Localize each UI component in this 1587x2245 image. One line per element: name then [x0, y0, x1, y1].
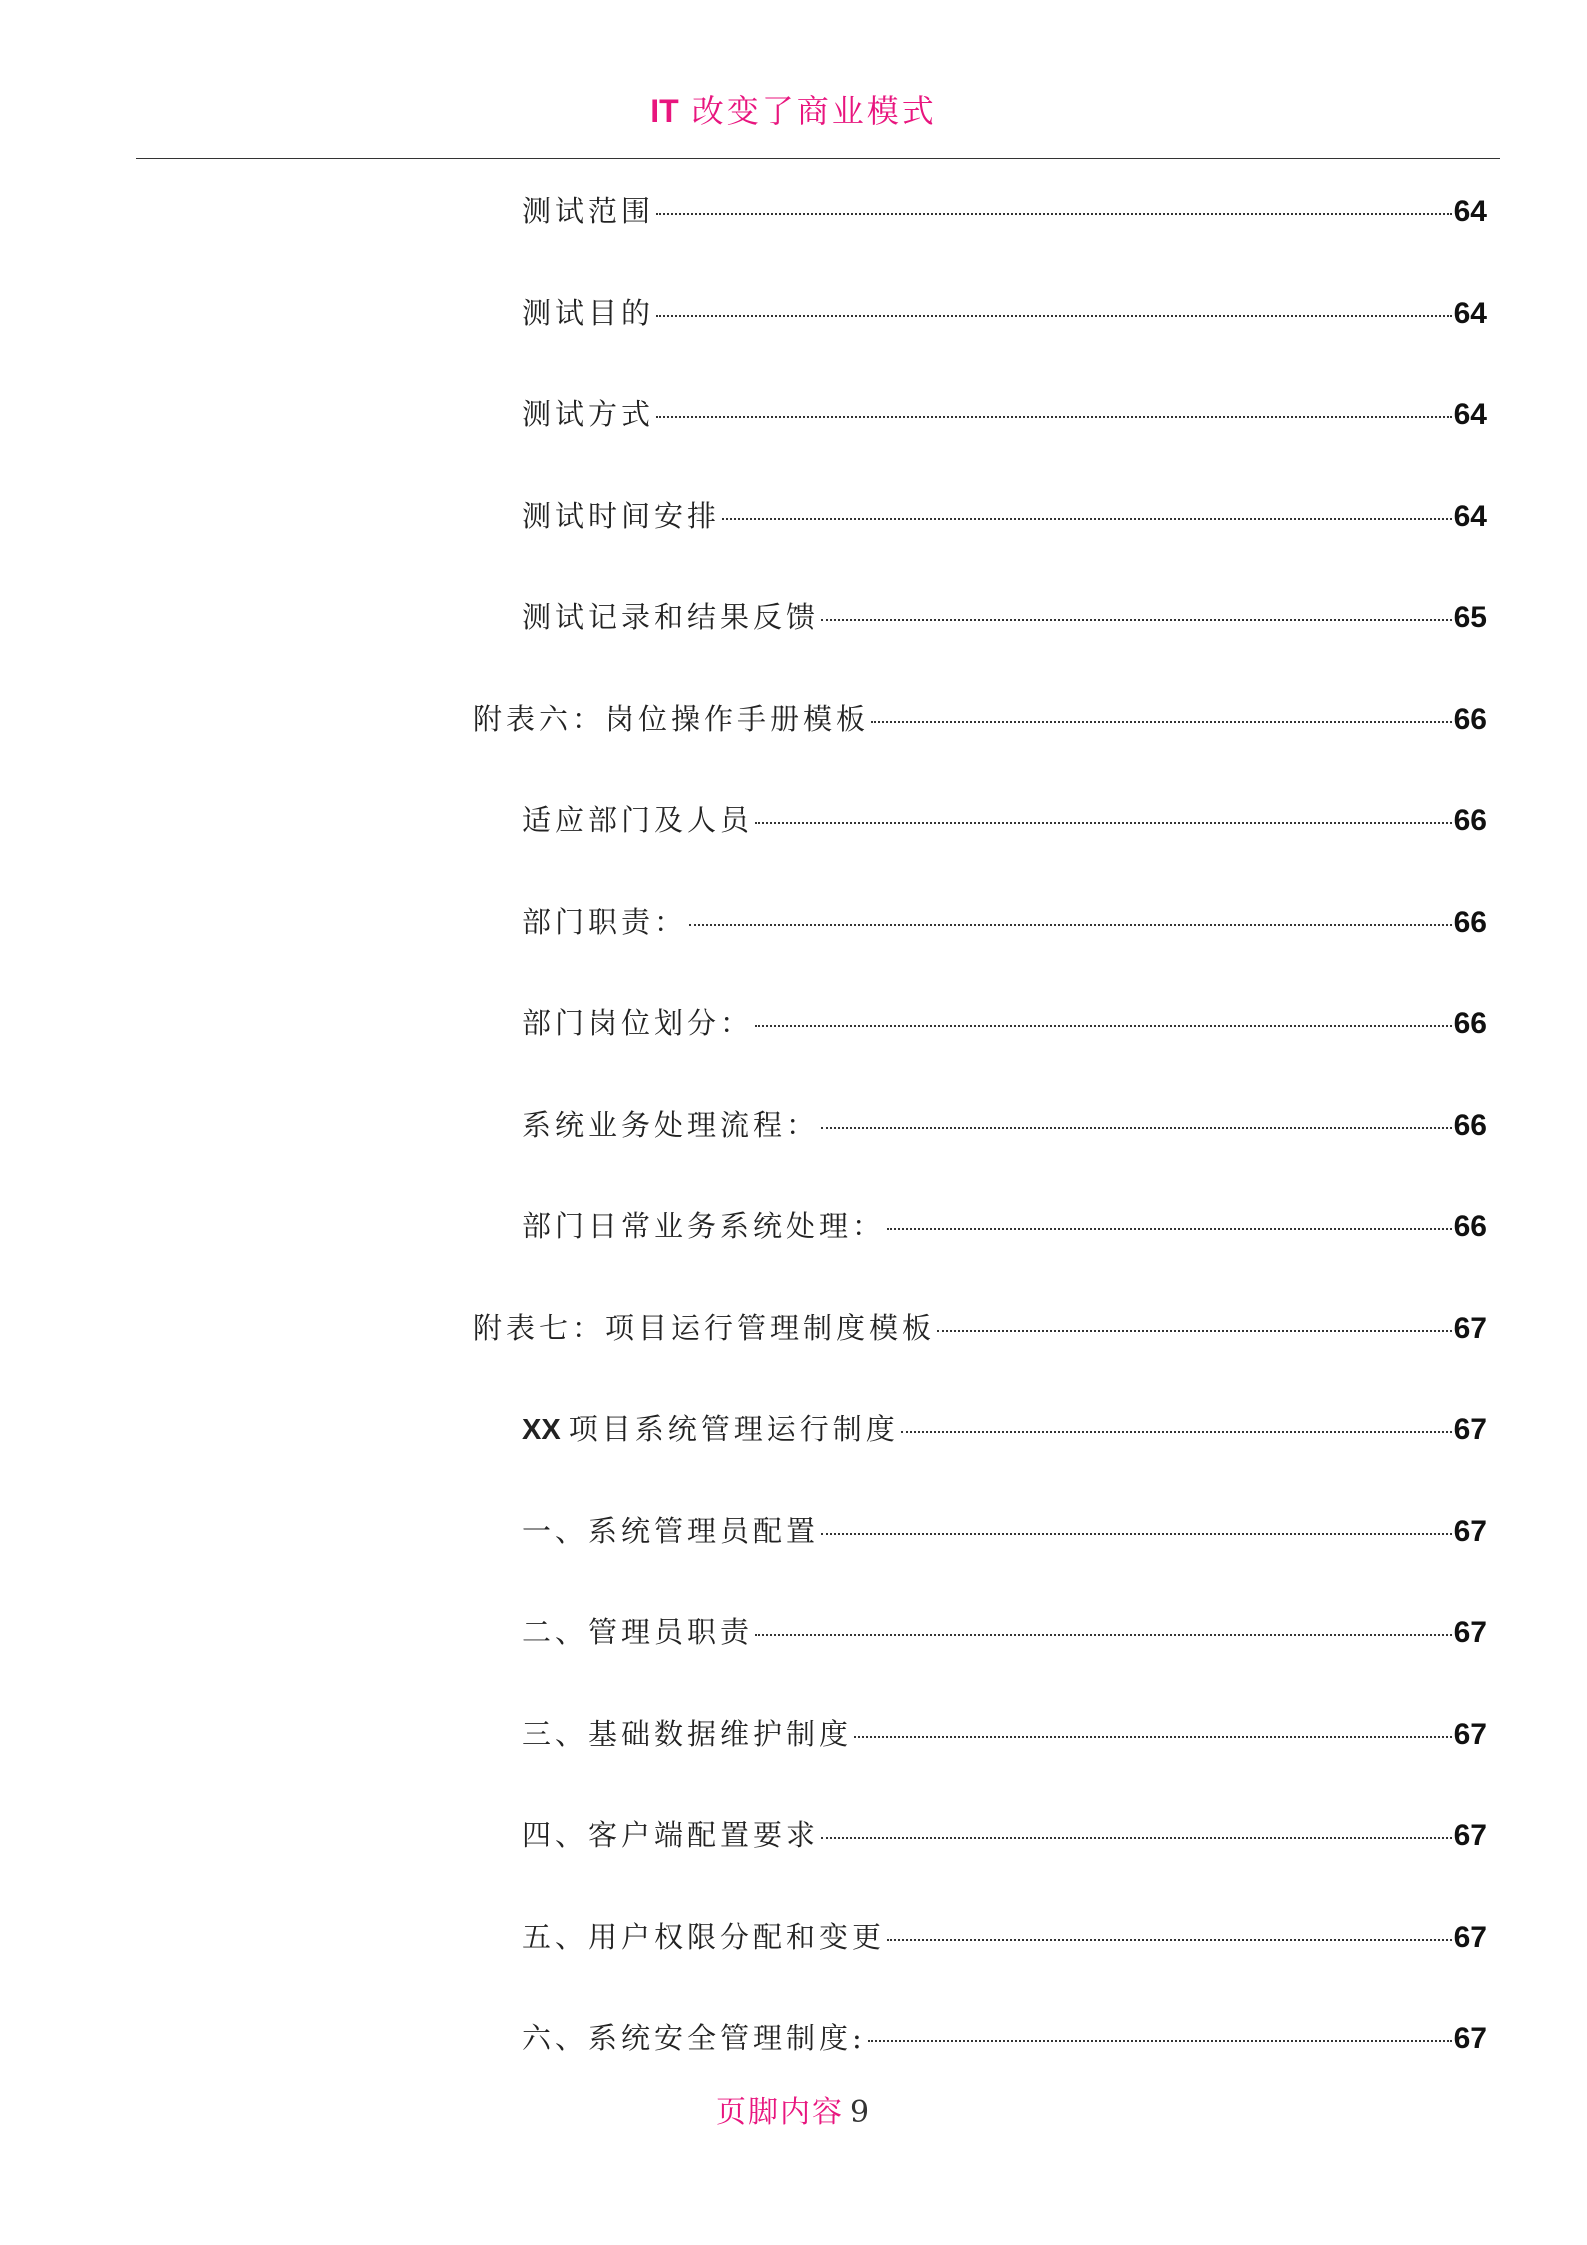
toc-entry-prefix: XX	[522, 1414, 561, 1446]
toc-page-number: 64	[1453, 500, 1487, 533]
toc-entry-label	[522, 1607, 753, 1657]
toc-entry-label	[473, 694, 869, 744]
toc-entry-label	[522, 897, 687, 947]
toc-entry-label	[522, 592, 819, 642]
toc-entry[interactable]	[522, 1607, 1487, 1657]
toc-entry-label	[522, 1709, 852, 1759]
page-header	[0, 86, 1587, 136]
toc-entry-label	[522, 1100, 819, 1150]
toc-entry-label	[522, 1404, 899, 1455]
toc-leader-dots	[755, 1025, 1452, 1027]
toc-entry[interactable]	[522, 998, 1487, 1048]
toc-entry[interactable]	[522, 897, 1487, 947]
toc-entry[interactable]	[522, 1100, 1487, 1150]
toc-page-number: 64	[1453, 398, 1487, 431]
toc-entry-text: 项目系统管理运行制度	[568, 1412, 899, 1446]
toc-leader-dots	[868, 2040, 1452, 2042]
toc-entry-text: 测试目的	[522, 296, 655, 330]
toc-page-number: 66	[1453, 804, 1487, 837]
toc-entry-label	[522, 389, 654, 439]
toc-entry[interactable]	[522, 491, 1487, 541]
toc-entry[interactable]	[473, 694, 1487, 744]
toc-page-number: 64	[1453, 195, 1487, 228]
toc-entry-text: 一、系统管理员配置	[522, 1514, 820, 1548]
toc-page-number: 66	[1453, 906, 1487, 939]
toc-entry-text: 部门日常业务系统处理：	[522, 1209, 886, 1243]
toc-page-number: 67	[1453, 1819, 1487, 1852]
toc-entry-text: 适应部门及人员	[522, 803, 754, 837]
toc-entry[interactable]	[522, 1404, 1487, 1454]
toc-page-number: 67	[1453, 1616, 1487, 1649]
footer-label: 页脚内容	[715, 2095, 844, 2130]
toc-entry[interactable]	[522, 1912, 1487, 1962]
toc-page-number: 66	[1453, 1210, 1487, 1243]
toc-page-number: 67	[1453, 1312, 1487, 1345]
toc-entry[interactable]	[522, 592, 1487, 642]
toc-entry-text: 测试记录和结果反馈	[522, 600, 820, 634]
toc-page-number: 67	[1453, 2022, 1487, 2055]
toc-entry[interactable]	[522, 1709, 1487, 1759]
toc-entry[interactable]	[522, 795, 1487, 845]
toc-leader-dots	[656, 416, 1452, 418]
toc-entry-text: 二、管理员职责	[522, 1615, 754, 1649]
toc-leader-dots	[656, 213, 1452, 215]
toc-entry[interactable]	[522, 389, 1487, 439]
toc-page-number: 66	[1453, 1109, 1487, 1142]
toc-entry[interactable]	[473, 1303, 1487, 1353]
toc-entry-text: 部门岗位划分：	[522, 1006, 754, 1040]
toc-leader-dots	[871, 721, 1452, 723]
toc-entry-label	[522, 2013, 866, 2063]
header-title-prefix: IT	[650, 93, 679, 129]
toc-entry-text: 五、用户权限分配和变更	[522, 1920, 886, 1954]
toc-entry-label	[522, 186, 654, 236]
toc-entry[interactable]	[522, 2013, 1487, 2063]
toc-leader-dots	[755, 822, 1452, 824]
toc-entry-label	[522, 1912, 885, 1962]
toc-entry-text: 六、系统安全管理制度:	[522, 2021, 866, 2055]
toc-leader-dots	[821, 1127, 1452, 1129]
toc-leader-dots	[722, 518, 1452, 520]
toc-leader-dots	[887, 1939, 1452, 1941]
toc-page-number: 67	[1453, 1921, 1487, 1954]
toc-entry-text: 测试范围	[522, 194, 655, 228]
toc-entry-label	[522, 795, 753, 845]
toc-entry-text: 附表六：岗位操作手册模板	[473, 702, 870, 736]
toc-entry-text: 部门职责：	[522, 905, 688, 939]
header-divider	[136, 158, 1500, 159]
footer-page-number: 9	[849, 2095, 872, 2130]
toc-leader-dots	[821, 1533, 1452, 1535]
toc-page-number: 67	[1453, 1718, 1487, 1751]
toc-page-number: 67	[1453, 1413, 1487, 1446]
toc-entry[interactable]	[522, 1201, 1487, 1251]
toc-entry-label	[522, 1810, 819, 1860]
toc-entry-label	[522, 1201, 885, 1251]
toc-entry-label	[522, 998, 753, 1048]
toc-leader-dots	[937, 1330, 1452, 1332]
toc-entry-text: 四、客户端配置要求	[522, 1818, 820, 1852]
toc-leader-dots	[821, 619, 1452, 621]
toc-entry-text: 测试时间安排	[522, 499, 721, 533]
toc-page-number: 67	[1453, 1515, 1487, 1548]
toc-entry-text: 系统业务处理流程：	[522, 1108, 820, 1142]
toc-entry-text: 附表七：项目运行管理制度模板	[473, 1311, 936, 1345]
toc-page-number: 66	[1453, 703, 1487, 736]
header-title-text: 改变了商业模式	[691, 92, 937, 130]
toc-leader-dots	[854, 1736, 1452, 1738]
toc-entry[interactable]	[522, 186, 1487, 236]
toc-entry-label	[522, 491, 720, 541]
page-footer	[0, 2088, 1587, 2138]
toc-entry-text: 测试方式	[522, 397, 655, 431]
toc-leader-dots	[689, 924, 1452, 926]
toc-leader-dots	[656, 315, 1452, 317]
toc-entry-label	[473, 1303, 935, 1353]
toc-page-number: 64	[1453, 297, 1487, 330]
toc-leader-dots	[755, 1634, 1452, 1636]
toc-page-number: 66	[1453, 1007, 1487, 1040]
toc-entry-label	[522, 288, 654, 338]
toc-entry[interactable]	[522, 1810, 1487, 1860]
toc-entry[interactable]	[522, 1506, 1487, 1556]
toc-page-number: 65	[1453, 601, 1487, 634]
toc-entry-label	[522, 1506, 819, 1556]
toc-entry[interactable]	[522, 288, 1487, 338]
toc-entry-text: 三、基础数据维护制度	[522, 1717, 853, 1751]
toc-leader-dots	[821, 1837, 1452, 1839]
toc-leader-dots	[901, 1431, 1452, 1433]
toc-leader-dots	[887, 1228, 1452, 1230]
